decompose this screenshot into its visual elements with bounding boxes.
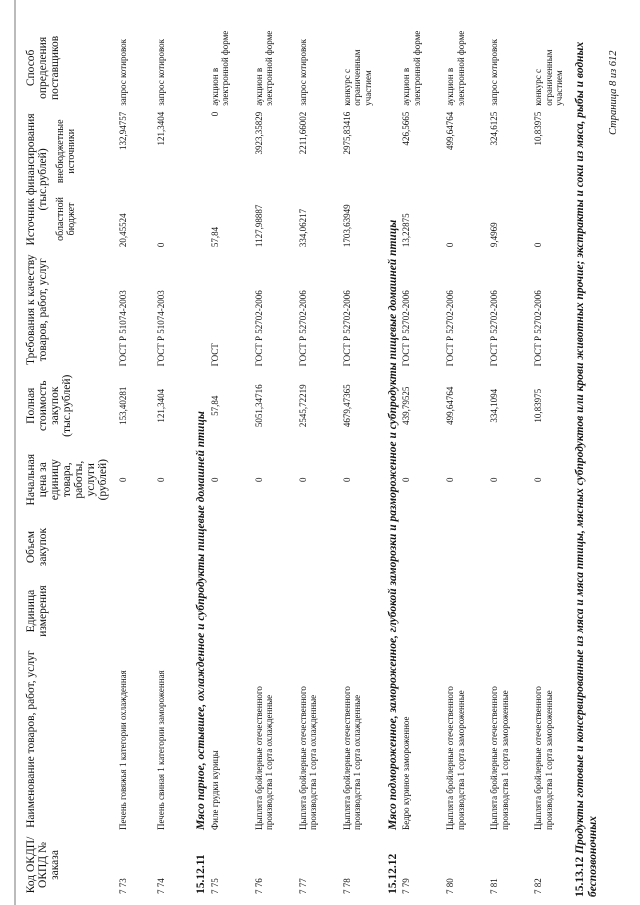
item-requirements: ГОСТ Р 51074-2003 bbox=[118, 290, 128, 367]
section-row bbox=[385, 27, 401, 897]
item-funding-extra: 0 bbox=[209, 111, 220, 117]
table-row bbox=[155, 27, 193, 897]
item-unit bbox=[488, 577, 532, 645]
item-funding-extra: 2211,66002 bbox=[297, 111, 308, 155]
item-funding bbox=[117, 109, 155, 250]
header-total: Полная стоимость закупок (тыс.рублей) bbox=[25, 374, 73, 437]
page-number: Страница 8 из 612 bbox=[608, 50, 619, 135]
item-unit bbox=[117, 577, 155, 645]
table-row bbox=[400, 27, 444, 897]
item-funding-values bbox=[254, 112, 265, 247]
table-body bbox=[117, 27, 576, 897]
item-name: Цыплята бройлерные отечественного производства 1 сорта охлажденные bbox=[297, 686, 318, 830]
item-name: Цыплята бройлерные отечественного производства 1 сорта замороженные bbox=[445, 686, 466, 830]
item-requirements: ГОСТ Р 52702-2006 bbox=[297, 290, 308, 367]
row-id: 7 81 bbox=[489, 878, 499, 894]
item-funding-regional: 20,45524 bbox=[118, 213, 128, 248]
section-code: 15.12.12 bbox=[386, 853, 399, 894]
item-requirements: ГОСТ Р 52702-2006 bbox=[445, 290, 455, 367]
item-unit bbox=[209, 577, 253, 645]
item-method: аукцион в электронной форме bbox=[445, 30, 466, 106]
item-volume bbox=[341, 517, 385, 577]
item-name: Цыплята бройлерные отечественного производства 1 сорта замороженные bbox=[533, 686, 554, 830]
item-unit bbox=[444, 577, 488, 645]
table-row bbox=[532, 27, 576, 897]
item-funding-extra: 3923,35829 bbox=[253, 111, 264, 155]
item-name: Цыплята бройлерные отечественного производства 1 сорта охлажденные bbox=[341, 686, 362, 830]
item-method: аукцион в электронной форме bbox=[401, 30, 422, 106]
item-funding-regional: 334,06217 bbox=[297, 208, 308, 248]
item-funding-extra: 426,5665 bbox=[401, 111, 411, 146]
item-funding-regional: 1127,98887 bbox=[253, 204, 264, 248]
item-funding-values bbox=[156, 112, 167, 247]
header-price: Начальная цена за единицу товара, работы, услуги (рублей) bbox=[25, 453, 109, 506]
item-requirements: ГОСТ Р 51074-2003 bbox=[156, 290, 166, 367]
item-funding bbox=[209, 109, 253, 250]
item-funding-extra: 499,64764 bbox=[445, 111, 455, 151]
item-funding-values bbox=[298, 112, 309, 247]
table-row bbox=[209, 27, 253, 897]
header-volume: Объем закупок bbox=[25, 527, 49, 567]
item-funding-extra: 2975,83416 bbox=[341, 111, 352, 155]
item-total: 334,1094 bbox=[489, 388, 499, 423]
item-funding bbox=[488, 109, 532, 250]
item-method: запрос котировок bbox=[297, 38, 308, 106]
item-price: 0 bbox=[156, 477, 166, 482]
item-method: аукцион в электронной форме bbox=[209, 30, 230, 106]
item-volume bbox=[532, 517, 576, 577]
item-unit bbox=[155, 577, 193, 645]
header-method: Способ определения поставщиков bbox=[25, 35, 61, 100]
row-id: 7 78 bbox=[341, 878, 352, 894]
header-funding-extra: внебюджетные источники bbox=[55, 119, 77, 184]
item-funding bbox=[253, 109, 297, 250]
item-total: 2545,72219 bbox=[297, 384, 308, 428]
item-unit bbox=[253, 577, 297, 645]
item-volume bbox=[155, 517, 193, 577]
row-id: 7 79 bbox=[401, 878, 411, 894]
item-volume bbox=[253, 517, 297, 577]
item-funding bbox=[532, 109, 576, 250]
item-price: 0 bbox=[209, 477, 220, 482]
item-method: аукцион в электронной форме bbox=[253, 30, 274, 106]
item-funding-regional: 0 bbox=[533, 242, 543, 248]
item-requirements: ГОСТ Р 52702-2006 bbox=[533, 290, 543, 367]
item-total: 5051,34716 bbox=[253, 384, 264, 428]
item-volume bbox=[400, 517, 444, 577]
row-id: 7 82 bbox=[533, 878, 543, 894]
item-funding bbox=[155, 109, 193, 250]
item-method: запрос котировок bbox=[156, 38, 166, 106]
row-id: 7 73 bbox=[118, 878, 128, 894]
item-name: Печень свиная 1 категории замороженная bbox=[156, 670, 166, 830]
item-funding-values bbox=[118, 112, 129, 247]
header-code: Код ОКДП/ ОКПД № заказа bbox=[25, 836, 61, 894]
item-price: 0 bbox=[533, 477, 543, 482]
item-funding-regional: 57,84 bbox=[209, 226, 220, 248]
row-id: 7 80 bbox=[445, 878, 455, 894]
item-name: Бедро куриное замороженное bbox=[401, 716, 411, 830]
item-total: 439,79525 bbox=[401, 386, 411, 425]
item-volume bbox=[444, 517, 488, 577]
item-requirements: ГОСТ Р 52702-2006 bbox=[401, 290, 411, 367]
header-row bbox=[24, 27, 117, 897]
item-funding-regional: 0 bbox=[445, 242, 455, 248]
item-requirements: ГОСТ Р 52702-2006 bbox=[341, 290, 352, 367]
item-funding-regional: 1703,63949 bbox=[341, 204, 352, 248]
header-funding-sub bbox=[55, 112, 77, 247]
item-method: конкурс с ограниченным участием bbox=[533, 49, 564, 106]
item-method: запрос котировок bbox=[118, 38, 128, 106]
item-name: Печень говяжья 1 категории охлажденная bbox=[118, 670, 128, 830]
item-funding-extra: 121,3404 bbox=[156, 111, 166, 146]
item-total: 121,3404 bbox=[156, 388, 166, 423]
item-method: конкурс с ограниченным участием bbox=[341, 49, 373, 106]
table-row bbox=[444, 27, 488, 897]
item-price: 0 bbox=[341, 477, 352, 482]
item-requirements: ГОСТ bbox=[209, 343, 220, 367]
item-requirements: ГОСТ Р 52702-2006 bbox=[489, 290, 499, 367]
section-title: Мясо парное, остывшее, охлажденное и субпродукты пищевые домашней птицы bbox=[195, 411, 207, 830]
section-code: 15.12.11 bbox=[195, 854, 207, 894]
item-funding bbox=[444, 109, 488, 250]
item-funding-values bbox=[401, 112, 412, 247]
item-funding-regional: 9,4969 bbox=[489, 222, 499, 248]
header-funding bbox=[24, 109, 117, 250]
item-volume bbox=[488, 517, 532, 577]
row-id: 7 76 bbox=[253, 878, 264, 894]
table-row bbox=[341, 27, 385, 897]
row-id: 7 74 bbox=[156, 878, 166, 894]
footer-section-text: Продукты готовые и консервированные из мяса и мяса птицы, мясных субпродуктов или крови животных прочие; экстракты и соки из мяса, рыбы и водных беспозвоночных bbox=[574, 41, 599, 897]
item-price: 0 bbox=[297, 477, 308, 482]
item-funding bbox=[341, 109, 385, 250]
item-total: 57,84 bbox=[209, 395, 220, 416]
table-row bbox=[297, 27, 341, 897]
header-funding-regional: областной бюджет bbox=[55, 197, 77, 241]
item-funding-extra: 132,94757 bbox=[118, 111, 128, 151]
item-method: запрос котировок bbox=[489, 38, 499, 106]
item-funding-extra: 324,6125 bbox=[489, 111, 499, 146]
header-unit: Единица измерения bbox=[25, 585, 49, 637]
item-price: 0 bbox=[118, 477, 128, 482]
table-row bbox=[253, 27, 297, 897]
item-total: 153,40281 bbox=[118, 386, 128, 425]
item-total: 499,64764 bbox=[445, 386, 455, 425]
table-row bbox=[117, 27, 155, 897]
item-funding-values bbox=[445, 112, 456, 247]
item-unit bbox=[400, 577, 444, 645]
row-id: 7 75 bbox=[209, 878, 220, 894]
footer-section-heading bbox=[574, 37, 600, 897]
item-funding-regional: 13,22875 bbox=[401, 213, 411, 248]
item-total: 10,83975 bbox=[533, 388, 543, 423]
item-unit bbox=[297, 577, 341, 645]
item-total: 4679,47365 bbox=[341, 384, 352, 428]
item-funding-extra: 10,83975 bbox=[533, 111, 543, 146]
item-price: 0 bbox=[401, 477, 411, 482]
item-funding-values bbox=[342, 112, 353, 247]
item-funding bbox=[297, 109, 341, 250]
item-name: Филе грудки курицы bbox=[209, 750, 220, 830]
item-funding-values bbox=[533, 112, 544, 247]
header-name: Наименование товаров, работ, услуг bbox=[25, 650, 37, 828]
item-funding-values bbox=[210, 112, 221, 247]
item-requirements: ГОСТ Р 52702-2006 bbox=[253, 290, 264, 367]
item-volume bbox=[117, 517, 155, 577]
item-funding-regional: 0 bbox=[156, 242, 166, 248]
item-funding bbox=[400, 109, 444, 250]
footer-section-code: 15.13.12 bbox=[574, 856, 586, 897]
item-unit bbox=[341, 577, 385, 645]
item-price: 0 bbox=[253, 477, 264, 482]
table-row bbox=[488, 27, 532, 897]
item-name: Цыплята бройлерные отечественного производства 1 сорта охлажденные bbox=[253, 686, 274, 830]
section-row bbox=[193, 27, 209, 897]
item-price: 0 bbox=[445, 477, 455, 482]
item-unit bbox=[532, 577, 576, 645]
item-volume bbox=[297, 517, 341, 577]
header-funding-title: Источник финансирования (тыс.рублей) bbox=[25, 113, 49, 246]
row-id: 7 77 bbox=[297, 878, 308, 894]
procurement-table bbox=[24, 27, 576, 897]
item-price: 0 bbox=[489, 477, 499, 482]
item-funding-values bbox=[489, 112, 500, 247]
item-name: Цыплята бройлерные отечественного производства 1 сорта замороженные bbox=[489, 686, 510, 830]
section-title: Мясо подмороженное, замороженное, глубокой заморозки и размороженное и субпродукты пищевые домашней птицы bbox=[386, 219, 399, 830]
header-requirements: Требования к качеству товаров, работ, услуг bbox=[25, 254, 49, 365]
item-volume bbox=[209, 517, 253, 577]
